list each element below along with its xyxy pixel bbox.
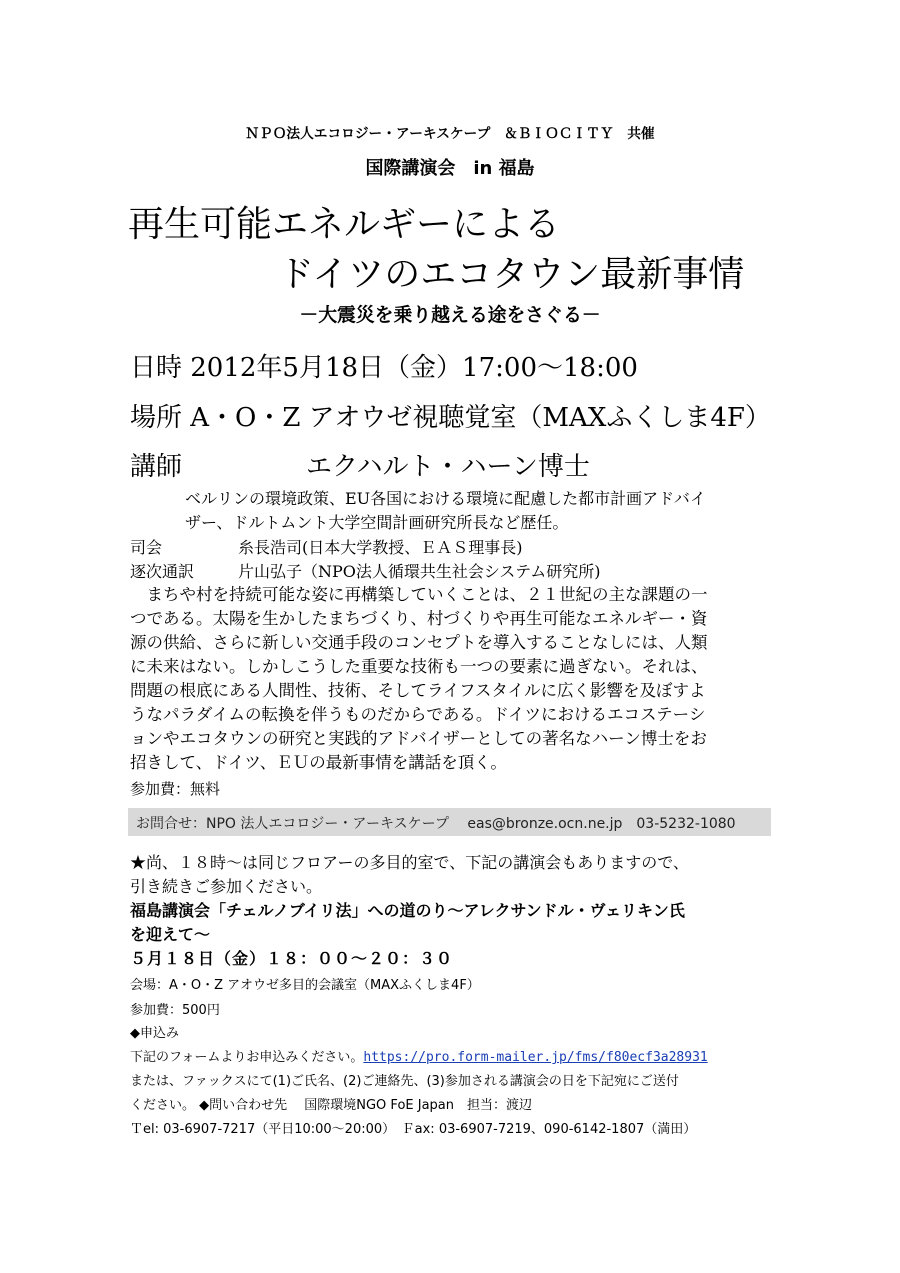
description-line: 招きして、ドイツ、ＥＵの最新事情を講話を頂く。 (130, 753, 507, 772)
description-line: つである。太陽を生かしたまちづくり、村づくりや再生可能なエネルギー・資 (130, 609, 708, 628)
contact-bar (128, 808, 771, 836)
apply-heading: ◆申込み (130, 1026, 179, 1041)
second-event-title-line-2: を迎えて～ (130, 925, 211, 944)
lecturer-label: 講師 (130, 452, 183, 482)
second-event-title-line-1: 福島講演会「チェルノブイリ法」への道のり～アレクサンドル・ヴェリキン氏 (130, 901, 685, 920)
description-line: 問題の根底にある人間性、技術、そしてライフスタイルに広く影響を及ぼすよ (130, 681, 706, 700)
tel-line: Ｔel: 03-6907-7217（平日10:00～20:00） Ｆax: 03-6907-7219、090-6142-1807（満田） (130, 1122, 697, 1137)
event-venue: 場所 A・O・Z アオウゼ視聴覚室（MAXふくしま4F） (130, 403, 771, 433)
description-line: に未来はない。しかしこうした重要な技術も一つの要素に過ぎない。それは、 (130, 657, 708, 676)
interpreter-value: 片山弘子（NPO法人循環共生社会システム研究所) (238, 562, 601, 581)
second-event-fee: 参加費：500円 (130, 1003, 220, 1018)
event-type-heading: 国際講演会 in 福島 (365, 158, 535, 179)
notice-line-1: ★尚、１８時～は同じフロアーの多目的室で、下記の講演会もありますので、 (130, 853, 689, 872)
description-paragraph (130, 583, 775, 775)
organizers-line: ＮＰＯ法人エコロジー・アーキスケープ ＆ＢＩＯＣＩＴＹ 共催 (245, 126, 655, 142)
description-line: ョンやエコタウンの研究と実践的アドバイザーとしての著名なハーン博士をお (130, 729, 707, 748)
description-line: まちや村を持続可能な姿に再構築していくことは、２１世紀の主な課題の一 (130, 585, 708, 604)
apply-line (130, 1046, 708, 1065)
description-line: 源の供給、さらに新しい交通手段のコンセプトを導入することなしには、人類 (130, 633, 708, 652)
apply-form-link[interactable]: https://pro.form-mailer.jp/fms/f80ecf3a28931 (363, 1050, 708, 1065)
event-datetime: 日時 2012年5月18日（金）17:00～18:00 (130, 353, 638, 383)
moderator-value: 糸長浩司(日本大学教授、ＥＡＳ理事長) (238, 538, 523, 557)
interpreter-label: 逐次通訳 (130, 562, 195, 581)
fax-line-2: ください。 ◆問い合わせ先 国際環境NGO FoE Japan 担当：渡辺 (130, 1098, 532, 1113)
subtitle: －大震災を乗り越える途をさぐる－ (299, 305, 601, 326)
moderator-label: 司会 (130, 538, 163, 557)
fee-text: 参加費：無料 (130, 780, 221, 798)
title-line-2: ドイツのエコタウン最新事情 (278, 254, 745, 295)
second-event-datetime: ５月１８日（金）１８：００～２０：３０ (130, 949, 454, 968)
contact-text: お問合せ：NPO 法人エコロジー・アーキスケープ eas@bronze.ocn.ne.jp 03-5232-1080 (136, 816, 736, 832)
description-line: うなパラダイムの転換を伴うものだからである。ドイツにおけるエコステーシ (130, 705, 706, 724)
bio-line-1: ベルリンの環境政策、EU各国における環境に配慮した都市計画アドバイ (185, 489, 706, 508)
second-event-venue: 会場：A・O・Z アオウゼ多目的会議室（MAXふくしま4F） (130, 978, 480, 993)
bio-line-2: ザー、ドルトムント大学空間計画研究所長など歴任。 (185, 513, 569, 532)
notice-line-2: 引き続きご参加ください。 (130, 877, 323, 896)
lecturer-name: エクハルト・ハーン博士 (306, 452, 590, 482)
fax-line-1: または、ファックスにて(1)ご氏名、(2)ご連絡先、(3)参加される講演会の日を下記宛にご送付 (130, 1074, 679, 1089)
title-line-1: 再生可能エネルギーによる (128, 204, 561, 245)
apply-text: 下記のフォームよりお申込みください。 (130, 1050, 364, 1065)
